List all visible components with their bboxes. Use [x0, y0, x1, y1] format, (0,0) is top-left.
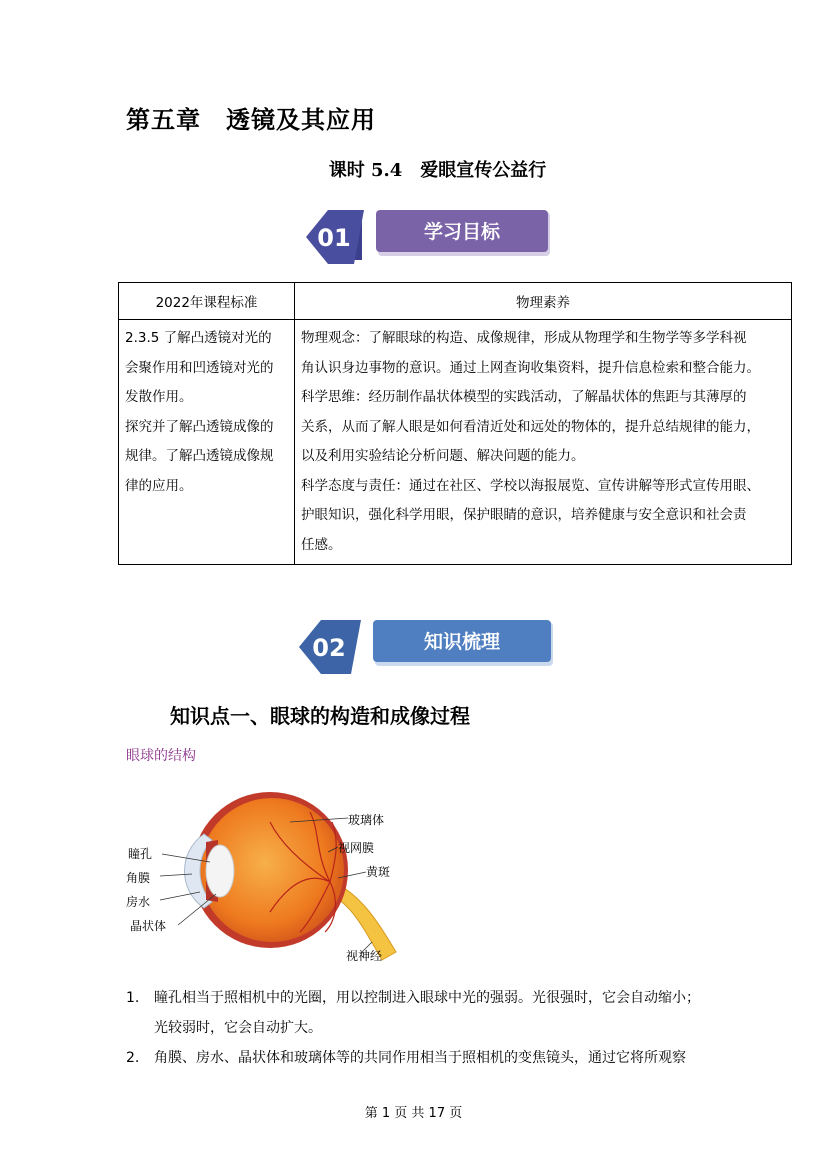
- list-item: [126, 1043, 726, 1073]
- lesson-title: 课时 5.4 爱眼宣传公益行: [328, 160, 547, 181]
- list-item-line: 角膜、房水、晶状体和玻璃体等的共同作用相当于照相机的变焦镜头，通过它将所观察: [154, 1050, 686, 1066]
- chapter-title: 第五章 透镜及其应用: [126, 105, 376, 134]
- table-line: 角认识身边事物的意识。通过上网查询收集资料，提升信息检索和整合能力。: [301, 359, 760, 376]
- page-footer: 第 1 页 共 17 页: [364, 1106, 463, 1121]
- list-item-line: 瞳孔相当于照相机中的光圈，用以控制进入眼球中光的强弱。光很强时，它会自动缩小；: [154, 990, 700, 1006]
- lens-shape: [206, 845, 234, 897]
- list-item: [126, 983, 726, 1043]
- badge-number: 02: [312, 634, 346, 662]
- table-line: 任感。: [301, 536, 342, 553]
- label-retina: 视网膜: [338, 841, 375, 855]
- eye-structure-subheading: 眼球的结构: [126, 748, 196, 764]
- table-header-standard: 2022年课程标准: [119, 283, 295, 320]
- knowledge-points-list: [126, 983, 726, 1073]
- table-line: 物理观念：了解眼球的构造、成像规律，形成从物理学和生物学等多学科视: [301, 330, 747, 346]
- badge-number: 01: [317, 224, 351, 252]
- eye-structure-figure: [120, 782, 420, 972]
- table-header-literacy: 物理素养: [295, 283, 792, 320]
- label-cornea: 角膜: [126, 871, 151, 885]
- objectives-table: [118, 282, 792, 565]
- table-line: 会聚作用和凹透镜对光的: [125, 359, 274, 376]
- table-line: 探究并了解凸透镜成像的: [125, 418, 274, 435]
- list-item-line: 光较弱时，它会自动扩大。: [154, 1020, 322, 1036]
- table-line: 科学思维：经历制作晶状体模型的实践活动，了解晶状体的焦距与其薄厚的: [301, 389, 747, 405]
- literacy-cell: [295, 320, 792, 565]
- label-optic-nerve: 视神经: [346, 949, 383, 963]
- label-pupil: 瞳孔: [128, 847, 153, 861]
- label-vitreous: 玻璃体: [348, 813, 385, 827]
- badge-label: 知识梳理: [423, 631, 501, 653]
- table-line: 护眼知识，强化科学用眼，保护眼睛的意识，培养健康与安全意识和社会责: [301, 507, 747, 523]
- table-line: 以及利用实验结论分析问题、解决问题的能力。: [301, 448, 585, 464]
- table-line: 2.3.5 了解凸透镜对光的: [125, 330, 272, 346]
- table-line: 关系，从而了解人眼是如何看清近处和远处的物体的，提升总结规律的能力，: [301, 418, 760, 435]
- table-line: 发散作用。: [125, 389, 193, 405]
- table-line: 律的应用。: [125, 477, 193, 494]
- list-item-number: 1.: [126, 990, 140, 1006]
- table-line: 科学态度与责任：通过在社区、学校以海报展览、宣传讲解等形式宣传用眼、: [301, 477, 760, 494]
- label-lens: 晶状体: [130, 919, 167, 933]
- badge-label: 学习目标: [423, 221, 501, 243]
- section-badge-objectives: [302, 206, 554, 268]
- standard-cell: [119, 320, 295, 565]
- table-line: 规律。了解凸透镜成像规: [125, 448, 274, 464]
- section-badge-knowledge: [295, 616, 555, 678]
- knowledge-point-heading: 知识点一、眼球的构造和成像过程: [170, 704, 470, 728]
- label-macula: 黄斑: [366, 865, 391, 879]
- list-item-number: 2.: [126, 1050, 140, 1066]
- label-aqueous-humor: 房水: [126, 895, 151, 909]
